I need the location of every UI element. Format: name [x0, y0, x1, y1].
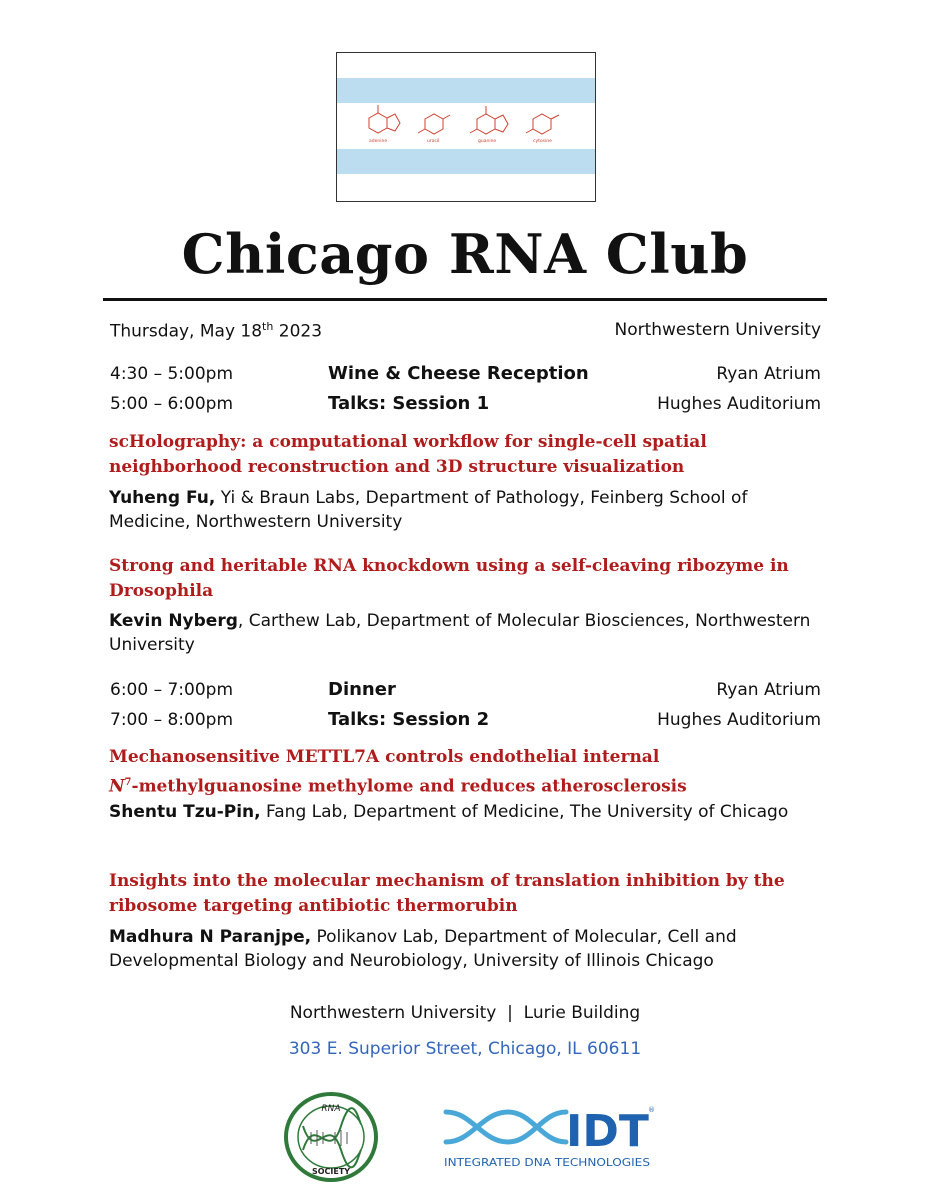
nucleotide-structures	[337, 53, 595, 201]
talk-speaker-3: Shentu Tzu-Pin, Fang Lab, Department of Medicine, The University of Chicago	[109, 802, 789, 822]
event-venue: Northwestern University	[614, 320, 821, 340]
schedule-event-4: Talks: Session 2	[328, 709, 490, 730]
schedule-location-1: Ryan Atrium	[716, 364, 821, 384]
schedule-event-2: Talks: Session 1	[328, 393, 490, 414]
uracil-label: uracil	[427, 139, 440, 144]
cytosine-label: cytosine	[533, 139, 552, 144]
talk-speaker-2: Kevin Nyberg, Carthew Lab, Department of Molecular Biosciences, Northwestern University	[109, 611, 811, 655]
svg-text:®: ®	[648, 1106, 655, 1114]
svg-text:SOCIETY: SOCIETY	[311, 1167, 351, 1176]
talk-title-2: Strong and heritable RNA knockdown using a self-cleaving ribozyme in Drosophila	[109, 556, 789, 601]
cytosine-structure	[526, 114, 559, 134]
rna-society-logo	[283, 1092, 379, 1182]
schedule-location-4: Hughes Auditorium	[657, 710, 821, 730]
schedule-time-3: 6:00 – 7:00pm	[110, 680, 234, 700]
schedule-event-1: Wine & Cheese Reception	[328, 363, 589, 384]
uracil-structure	[418, 114, 450, 134]
schedule-time-2: 5:00 – 6:00pm	[110, 394, 234, 414]
idt-logo	[442, 1100, 662, 1172]
adenine-structure	[369, 105, 400, 133]
talk-speaker-4: Madhura N Paranjpe, Polikanov Lab, Department of Molecular, Cell and Developmental Biology and Neurobiology, University of Illinois Chicago	[109, 927, 737, 971]
schedule-time-1: 4:30 – 5:00pm	[110, 364, 234, 384]
chicago-rna-club-logo	[336, 52, 596, 202]
talk-speaker-1: Yuheng Fu, Yi & Braun Labs, Department of Pathology, Feinberg School of Medicine, Northwestern University	[109, 488, 748, 532]
footer-address: 303 E. Superior Street, Chicago, IL 60611	[288, 1039, 642, 1059]
schedule-location-2: Hughes Auditorium	[657, 394, 821, 414]
event-date: Thursday, May 18th 2023	[110, 320, 323, 342]
guanine-label: guanine	[478, 139, 497, 144]
footer-location: Northwestern University | Lurie Building	[289, 1003, 641, 1023]
schedule-time-4: 7:00 – 8:00pm	[110, 710, 234, 730]
svg-text:INTEGRATED DNA TECHNOLOGIES: INTEGRATED DNA TECHNOLOGIES	[444, 1157, 651, 1169]
page-title: Chicago RNA Club	[181, 222, 749, 286]
talk-title-4: Insights into the molecular mechanism of translation inhibition by the ribosome targeting antibiotic thermorubin	[109, 871, 785, 916]
svg-text:IDT: IDT	[566, 1106, 649, 1157]
talk-title-3: Mechanosensitive METTL7A controls endothelial internal $N^7$-methylguanosine methylome and reduces atherosclerosis	[109, 747, 687, 797]
title-divider	[103, 298, 827, 301]
svg-text:RNA: RNA	[321, 1104, 341, 1114]
talk-title-1: scHolography: a computational workflow for single-cell spatial neighborhood reconstruction and 3D structure visualization	[109, 432, 707, 477]
guanine-structure	[470, 106, 508, 134]
adenine-label: adenine	[369, 139, 388, 144]
schedule-event-3: Dinner	[328, 679, 396, 700]
schedule-location-3: Ryan Atrium	[716, 680, 821, 700]
